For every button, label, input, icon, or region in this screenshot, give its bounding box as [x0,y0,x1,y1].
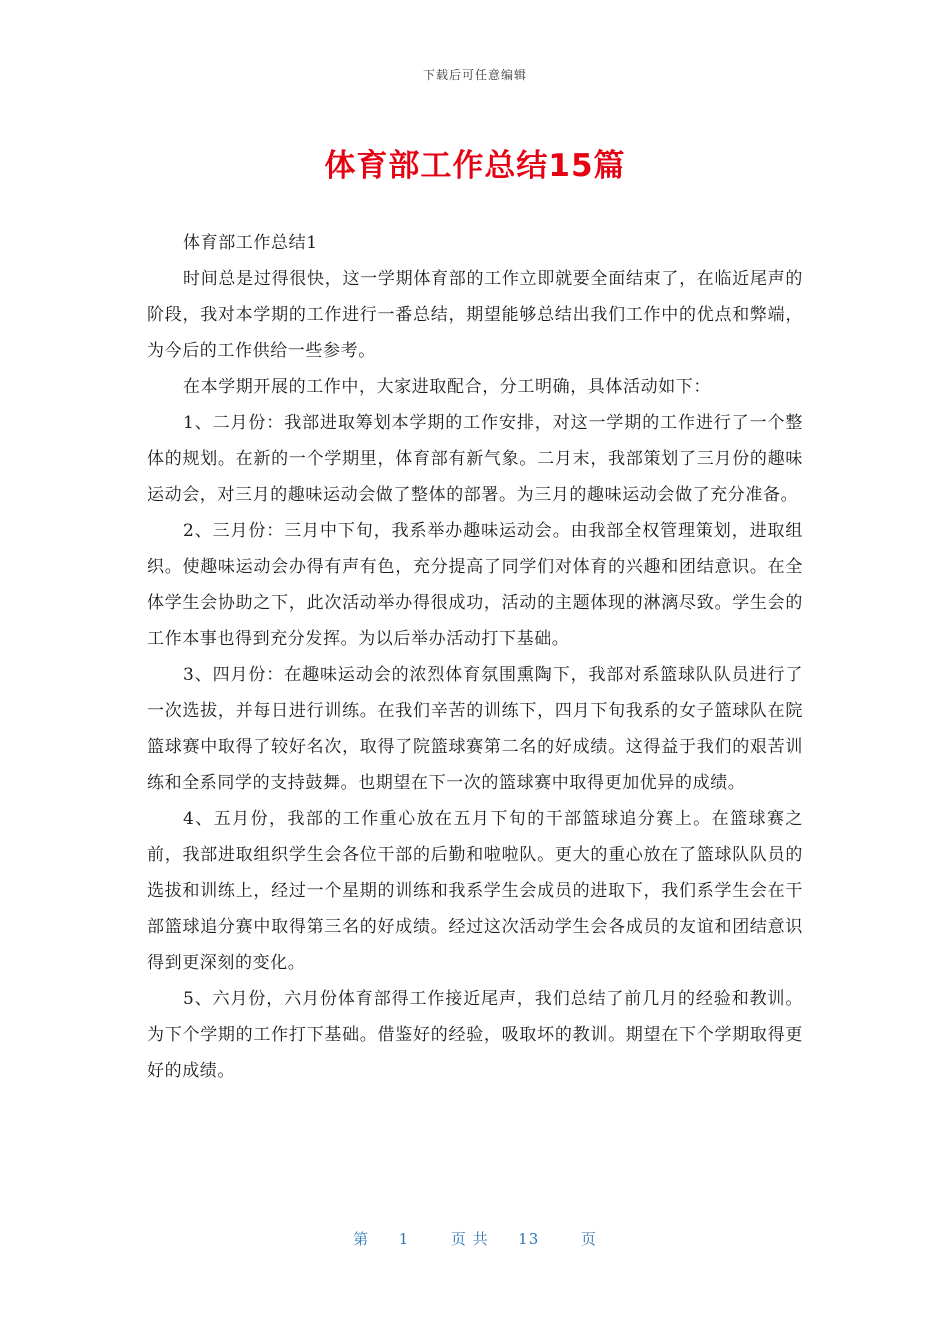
paragraph: 4、五月份，我部的工作重心放在五月下旬的干部篮球追分赛上。在篮球赛之前，我部进取组织学生会各位干部的后勤和啦啦队。更大的重心放在了篮球队队员的选拔和训练上，经过一个星期的训练和我系学生会成员的进取下，我们系学生会在干部篮球追分赛中取得第三名的好成绩。经过这次活动学生会各成员的友谊和团结意识得到更深刻的变化。 [147,809,803,973]
page-footer [0,1228,950,1249]
paragraph: 在本学期开展的工作中，大家进取配合，分工明确，具体活动如下： [183,377,711,397]
page-label: 第 [353,1230,370,1248]
document-body [147,225,803,1089]
page-number: 1 [398,1230,410,1248]
total-pages: 13 [518,1230,540,1248]
paragraph: 5、六月份，六月份体育部得工作接近尾声，我们总结了前几月的经验和教训。为下个学期的工作打下基础。借鉴好的经验，吸取坏的教训。期望在下个学期取得更好的成绩。 [147,989,803,1081]
page-suffix: 页 共 [450,1230,489,1248]
paragraph: 2、三月份：三月中下旬，我系举办趣味运动会。由我部全权管理策划，进取组织。使趣味运动会办得有声有色，充分提高了同学们对体育的兴趣和团结意识。在全体学生会协助之下，此次活动举办得很成功，活动的主题体现的淋漓尽致。学生会的工作本事也得到充分发挥。为以后举办活动打下基础。 [147,521,803,649]
paragraph: 时间总是过得很快，这一学期体育部的工作立即就要全面结束了，在临近尾声的阶段，我对本学期的工作进行一番总结，期望能够总结出我们工作中的优点和弊端，为今后的工作供给一些参考。 [147,269,803,361]
paragraph: 3、四月份：在趣味运动会的浓烈体育氛围熏陶下，我部对系篮球队队员进行了一次选拔，并每日进行训练。在我们辛苦的训练下，四月下旬我系的女子篮球队在院篮球赛中取得了较好名次，取得了院篮球赛第二名的好成绩。这得益于我们的艰苦训练和全系同学的支持鼓舞。也期望在下一次的篮球赛中取得更加优异的成绩。 [147,665,803,793]
paragraph: 1、二月份：我部进取筹划本学期的工作安排，对这一学期的工作进行了一个整体的规划。在新的一个学期里，体育部有新气象。二月末，我部策划了三月份的趣味运动会，对三月的趣味运动会做了整体的部署。为三月的趣味运动会做了充分准备。 [147,413,803,505]
section-heading: 体育部工作总结1 [183,233,318,253]
header-note: 下载后可任意编辑 [422,68,527,82]
document-title: 体育部工作总结15篇 [324,148,626,184]
total-suffix: 页 [580,1230,597,1248]
